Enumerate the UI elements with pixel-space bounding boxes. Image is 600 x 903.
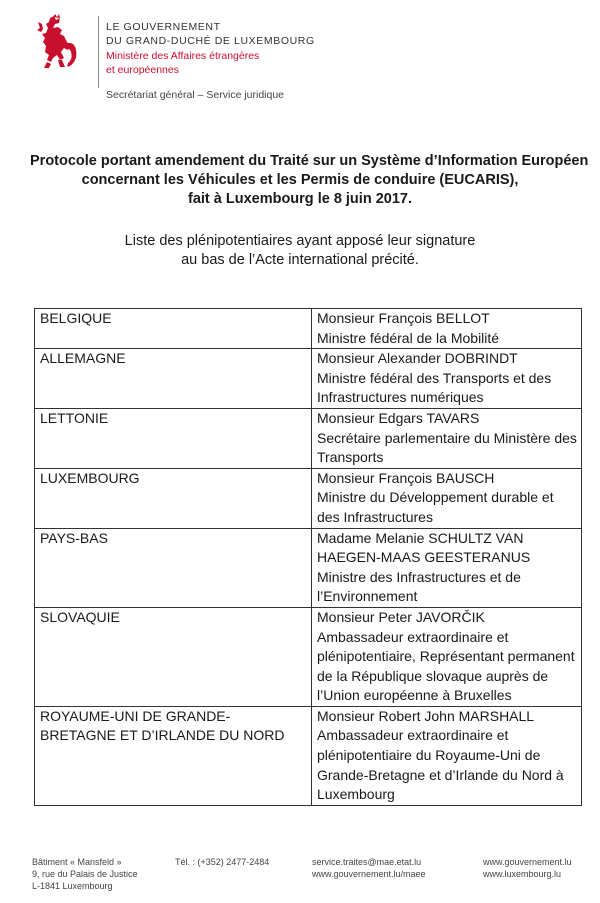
header-divider bbox=[98, 16, 99, 88]
gov-line-2: DU GRAND-DUCHÉ DE LUXEMBOURG bbox=[106, 35, 315, 47]
signatories-table bbox=[34, 308, 582, 806]
country-cell bbox=[35, 408, 312, 468]
plenipotentiary-cell bbox=[312, 349, 582, 409]
plenipotentiary-name: Monsieur Edgars TAVARS bbox=[317, 409, 480, 426]
contact-website[interactable]: www.gouvernement.lu/maee bbox=[312, 869, 426, 879]
service-name: Secrétariat général – Service juridique bbox=[106, 89, 285, 101]
government-name bbox=[106, 20, 315, 48]
plenipotentiary-cell bbox=[312, 468, 582, 528]
country-cell bbox=[35, 706, 312, 805]
signatory-row bbox=[35, 468, 582, 528]
plenipotentiary-name: Monsieur Peter JAVORČIK bbox=[317, 608, 485, 625]
country-name-line: BRETAGNE ET D’IRLANDE DU NORD bbox=[40, 727, 285, 744]
plenipotentiary-title-line: Ambassadeur extraordinaire et bbox=[317, 628, 509, 645]
footer-websites bbox=[483, 856, 572, 880]
document-subtitle bbox=[30, 232, 570, 270]
subtitle-line: au bas de l’Acte international précité. bbox=[181, 252, 419, 268]
country-name-line: BELGIQUE bbox=[40, 310, 112, 326]
address-line: L-1841 Luxembourg bbox=[32, 881, 113, 891]
signatory-row bbox=[35, 706, 582, 805]
plenipotentiary-title-line: Ministre fédéral de la Mobilité bbox=[317, 329, 500, 346]
plenipotentiary-cell bbox=[312, 706, 582, 805]
ministry-line-1: Ministère des Affaires étrangères bbox=[106, 50, 260, 62]
plenipotentiary-name: Monsieur Robert John MARSHALL bbox=[317, 707, 535, 724]
country-cell bbox=[35, 309, 312, 349]
plenipotentiary-title-line: plénipotentiaire, Représentant permanent bbox=[317, 648, 575, 665]
country-name-line: LETTONIE bbox=[40, 409, 109, 426]
title-line: Protocole portant amendement du Traité sur un Système d’Information Européen bbox=[30, 153, 589, 169]
red-lion-emblem-icon bbox=[36, 14, 82, 72]
plenipotentiary-title-line: Infrastructures numériques bbox=[317, 389, 484, 406]
country-cell bbox=[35, 468, 312, 528]
plenipotentiary-title-line: Grande-Bretagne et d’Irlande du Nord à bbox=[317, 766, 564, 783]
plenipotentiary-name: Madame Melanie SCHULTZ VAN bbox=[317, 529, 524, 546]
plenipotentiary-title-line: Ministre fédéral des Transports et des bbox=[317, 369, 552, 386]
plenipotentiary-title-line: Secrétaire parlementaire du Ministère des bbox=[317, 429, 577, 446]
country-name-line: ROYAUME-UNI DE GRANDE- bbox=[40, 707, 231, 724]
website-link[interactable]: www.gouvernement.lu bbox=[483, 857, 572, 867]
plenipotentiary-title-line: l’Environnement bbox=[317, 588, 418, 605]
country-name-line: SLOVAQUIE bbox=[40, 608, 120, 625]
address-line: Bâtiment « Mansfeld » bbox=[32, 857, 122, 867]
country-name-line: PAYS-BAS bbox=[40, 529, 108, 546]
country-name-line: LUXEMBOURG bbox=[40, 469, 140, 486]
plenipotentiary-title-line: Ambassadeur extraordinaire et bbox=[317, 727, 509, 744]
signatory-row bbox=[35, 528, 582, 607]
plenipotentiary-title-line: des Infrastructures bbox=[317, 508, 433, 525]
document-title bbox=[30, 152, 589, 209]
signatory-row bbox=[35, 349, 582, 409]
phone-number: Tél. : (+352) 2477-2484 bbox=[175, 857, 270, 867]
signatory-row bbox=[35, 309, 582, 349]
title-line: fait à Luxembourg le 8 juin 2017. bbox=[187, 191, 412, 207]
gov-line-1: LE GOUVERNEMENT bbox=[106, 21, 221, 33]
plenipotentiary-title-line: Luxembourg bbox=[317, 786, 395, 803]
website-link[interactable]: www.luxembourg.lu bbox=[483, 869, 562, 879]
contact-email[interactable]: service.traites@mae.etat.lu bbox=[312, 857, 422, 867]
plenipotentiary-name: Monsieur Alexander DOBRINDT bbox=[317, 350, 518, 367]
plenipotentiary-title-line: Ministre des Infrastructures et de bbox=[317, 568, 521, 585]
plenipotentiary-title-line: Transports bbox=[317, 449, 384, 466]
plenipotentiary-title-line: l’Union européenne à Bruxelles bbox=[317, 687, 512, 704]
ministry-line-2: et européennes bbox=[106, 64, 179, 76]
plenipotentiary-cell bbox=[312, 309, 582, 349]
country-cell bbox=[35, 528, 312, 607]
subtitle-line: Liste des plénipotentiaires ayant apposé leur signature bbox=[124, 233, 476, 249]
footer-phone bbox=[175, 856, 269, 868]
plenipotentiary-title-line: plénipotentiaire du Royaume-Uni de bbox=[317, 747, 541, 764]
country-cell bbox=[35, 607, 312, 706]
plenipotentiary-name: Monsieur François BAUSCH bbox=[317, 469, 495, 486]
country-cell bbox=[35, 349, 312, 409]
plenipotentiary-name: Monsieur François BELLOT bbox=[317, 310, 490, 326]
footer-contact bbox=[312, 856, 426, 880]
footer-address bbox=[32, 856, 138, 892]
signatory-row bbox=[35, 408, 582, 468]
country-name-line: ALLEMAGNE bbox=[40, 350, 126, 367]
plenipotentiary-cell bbox=[312, 528, 582, 607]
plenipotentiary-cell bbox=[312, 408, 582, 468]
title-line: concernant les Véhicules et les Permis de conduire (EUCARIS), bbox=[81, 172, 519, 188]
ministry-name bbox=[106, 49, 259, 77]
plenipotentiary-title-line: de la République slovaque auprès de bbox=[317, 667, 549, 684]
signatory-row bbox=[35, 607, 582, 706]
plenipotentiary-cell bbox=[312, 607, 582, 706]
plenipotentiary-title-line: HAEGEN-MAAS GEESTERANUS bbox=[317, 549, 531, 566]
address-line: 9, rue du Palais de Justice bbox=[32, 869, 138, 879]
plenipotentiary-title-line: Ministre du Développement durable et bbox=[317, 489, 554, 506]
